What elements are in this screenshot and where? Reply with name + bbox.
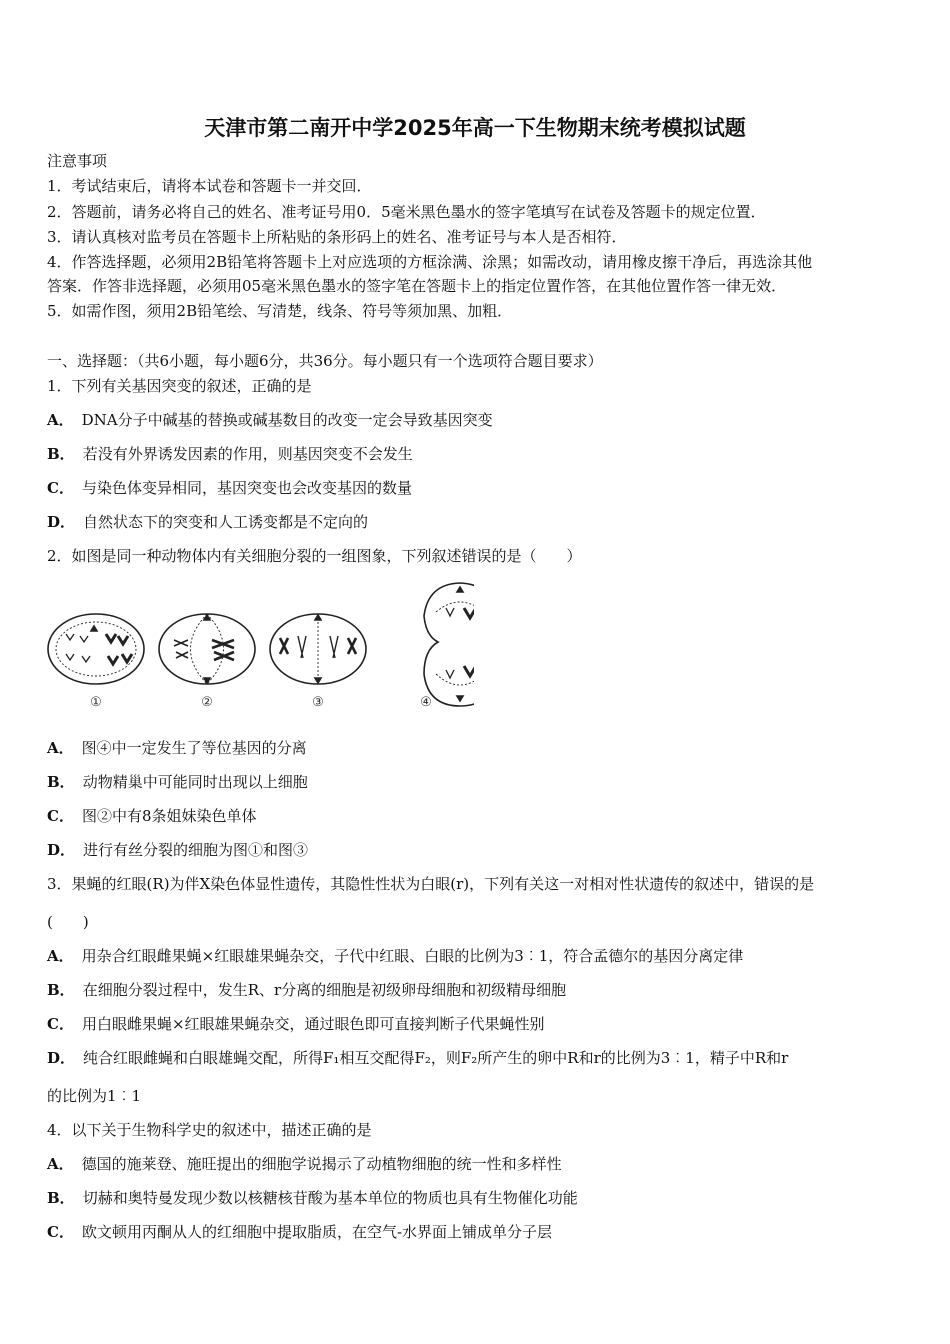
option-text: 若没有外界诱发因素的作用，则基因突变不会发生 — [82, 445, 413, 463]
option-row — [47, 1222, 910, 1242]
option-row — [47, 1188, 910, 1208]
notice-item: 2．答题前，请务必将自己的姓名、准考证号用0．5毫米黑色墨水的签字笔填写在试卷及答题卡的规定位置． — [47, 203, 766, 221]
option-key: A． — [47, 947, 74, 965]
option-row-continued — [47, 1086, 910, 1106]
cell-4-diagram — [424, 583, 474, 706]
option-text: 进行有丝分裂的细胞为图①和图③ — [83, 841, 309, 859]
option-text: 动物精巢中可能同时出现以上细胞 — [82, 773, 308, 791]
question-stem: 2．如图是同一种动物体内有关细胞分裂的一组图象，下列叙述错误的是（ ） — [47, 547, 582, 565]
notice-item: 1．考试结束后，请将本试卷和答题卡一并交回． — [47, 177, 372, 195]
option-key: C． — [47, 1223, 74, 1241]
option-row — [47, 806, 910, 826]
notice-item: 5．如需作图，须用2B铅笔绘、写清楚，线条、符号等须加黑、加粗． — [47, 302, 513, 320]
option-row — [47, 1048, 910, 1068]
option-row — [47, 512, 910, 532]
question-stem: 3．果蝇的红眼(R)为伴X染色体显性遗传，其隐性性状为白眼(r)，下列有关这一对相对性状遗传的叙述中，错误的是 — [47, 875, 815, 893]
option-text: 的比例为1︰1 — [47, 1087, 142, 1105]
option-text: 图②中有8条姐妹染色单体 — [81, 807, 257, 825]
option-key: B． — [47, 1189, 75, 1207]
question-stem: 1．下列有关基因突变的叙述，正确的是 — [47, 377, 312, 395]
option-row — [47, 1154, 910, 1174]
option-key: C． — [47, 479, 74, 497]
option-row — [47, 1014, 910, 1034]
option-row — [47, 410, 910, 430]
option-key: C． — [47, 807, 74, 825]
option-text: 德国的施莱登、施旺提出的细胞学说揭示了动植物细胞的统一性和多样性 — [81, 1155, 562, 1173]
option-key: A． — [47, 1155, 74, 1173]
figure-label-4: ④ — [420, 695, 432, 710]
notice-item: 3．请认真核对监考员在答题卡上所粘贴的条形码上的姓名、准考证号与本人是否相符． — [47, 228, 627, 246]
option-text: 欧文顿用丙酮从人的红细胞中提取脂质，在空气-水界面上铺成单分子层 — [81, 1223, 553, 1241]
option-text: DNA分子中碱基的替换或碱基数目的改变一定会导致基因突变 — [81, 411, 493, 429]
section-heading: 一、选择题：（共6小题，每小题6分，共36分。每小题只有一个选项符合题目要求） — [47, 352, 603, 370]
figure-label-2: ② — [201, 695, 213, 710]
cell-2-diagram — [159, 614, 255, 684]
option-text: 图④中一定发生了等位基因的分离 — [81, 739, 307, 757]
option-text: 切赫和奥特曼发现少数以核糖核苷酸为基本单位的物质也具有生物催化功能 — [82, 1189, 578, 1207]
option-key: D． — [47, 1049, 76, 1067]
option-row — [47, 840, 910, 860]
option-key: A． — [47, 411, 74, 429]
option-text: 自然状态下的突变和人工诱变都是不定向的 — [83, 513, 369, 531]
question-stem: 4．以下关于生物科学史的叙述中，描述正确的是 — [47, 1121, 372, 1139]
option-row — [47, 444, 910, 464]
option-key: A． — [47, 739, 74, 757]
notice-heading: 注意事项 — [47, 152, 108, 170]
option-text: 用杂合红眼雌果蝇×红眼雄果蝇杂交，子代中红眼、白眼的比例为3︰1，符合孟德尔的基因分离定律 — [81, 947, 744, 965]
cell-division-figure — [44, 578, 474, 712]
option-row — [47, 738, 910, 758]
option-row — [47, 478, 910, 498]
cell-division-diagram — [44, 578, 474, 712]
cell-3-diagram — [270, 614, 366, 684]
figure-label-3: ③ — [312, 695, 324, 710]
option-text: 纯合红眼雌蝇和白眼雄蝇交配，所得F₁相互交配得F₂，则F₂所产生的卵中R和r的比例为3︰1，精子中R和r — [83, 1049, 789, 1067]
option-key: D． — [47, 841, 76, 859]
notice-item: 4．作答选择题，必须用2B铅笔将答题卡上对应选项的方框涂满、涂黑；如需改动，请用橡皮擦干净后，再选涂其他 — [47, 253, 813, 271]
figure-label-1: ① — [90, 695, 102, 710]
option-key: D． — [47, 513, 76, 531]
option-row — [47, 946, 910, 966]
option-key: B． — [47, 981, 75, 999]
question-stem-continued: ( ) — [47, 913, 89, 931]
notice-item: 答案．作答非选择题，必须用05毫米黑色墨水的签字笔在答题卡上的指定位置作答，在其他位置作答一律无效． — [47, 277, 787, 295]
option-text: 与染色体变异相同，基因突变也会改变基因的数量 — [81, 479, 412, 497]
option-text: 用白眼雌果蝇×红眼雄果蝇杂交，通过眼色即可直接判断子代果蝇性别 — [81, 1015, 545, 1033]
option-text: 在细胞分裂过程中，发生R、r分离的细胞是初级卵母细胞和初级精母细胞 — [82, 981, 567, 999]
option-key: C． — [47, 1015, 74, 1033]
option-key: B． — [47, 773, 75, 791]
option-row — [47, 980, 910, 1000]
cell-1-diagram — [48, 614, 144, 684]
option-key: B． — [47, 445, 75, 463]
option-row — [47, 772, 910, 792]
page-title: 天津市第二南开中学2025年高一下生物期末统考模拟试题 — [204, 116, 746, 140]
